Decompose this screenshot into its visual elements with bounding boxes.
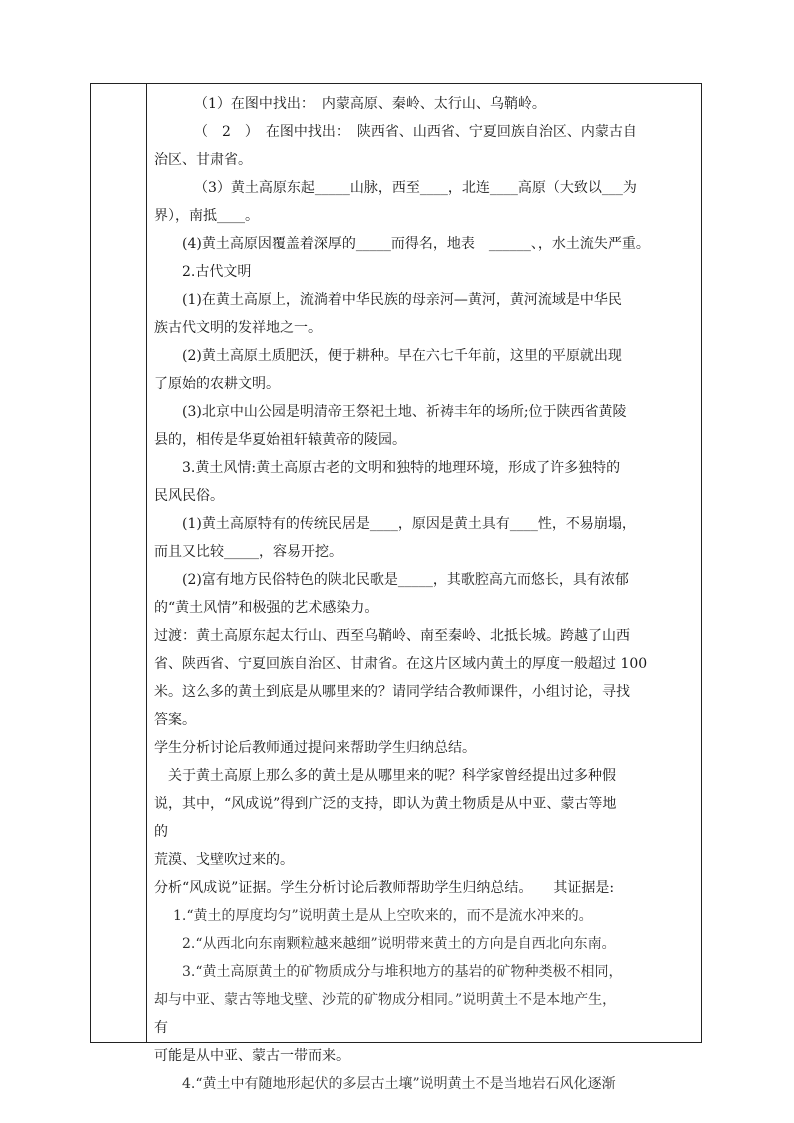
text-line: 关于黄土高原上那么多的黄土是从哪里来的呢？科学家曾经提出过多种假 [168,768,616,784]
text-line: 的 [154,824,168,840]
lesson-plan-table [90,83,702,1092]
text-line: （1）在图中找出： 内蒙高原、秦岭、太行山、乌鞘岭。 [194,96,546,112]
text-line: (2)富有地方民俗特色的陕北民歌是_____，其歌腔高亢而悠长，具有浓郁 [182,572,629,588]
text-line: (4)黄土高原因覆盖着深厚的_____而得名，地表 ______、，水土流失严重。 [182,236,650,252]
text-line: (1)在黄土高原上，流淌着中华民族的母亲河—黄河，黄河流域是中华民 [182,292,622,308]
text-line: (1)黄土高原特有的传统民居是____，原因是黄土具有____性，不易崩塌， [182,516,636,532]
text-line: 民风民俗。 [154,488,224,504]
text-line: 却与中亚、蒙古等地戈壁、沙荒的矿物成分相同。”说明黄土不是本地产生， [154,992,617,1008]
text-line: (3)北京中山公园是明清帝王祭祀土地、祈祷丰年的场所;位于陕西省黄陵 [182,404,627,420]
text-line: 2.“从西北向东南颗粒越来越细”说明带来黄土的方向是自西北向东南。 [182,936,616,952]
text-line: 1.“黄土的厚度均匀”说明黄土是从上空吹来的，而不是流水冲来的。 [173,908,593,924]
text-line: 答案。 [154,712,196,728]
text-line: 而且又比较_____，容易开挖。 [154,544,343,560]
text-line: 3.黄土风情:黄土高原古老的文明和独特的地理环境，形成了许多独特的 [182,460,621,476]
text-line: 3.“黄土高原黄土的矿物质成分与堆积地方的基岩的矿物种类极不相同， [182,964,623,980]
text-line: 荒漠、戈壁吹过来的。 [154,852,294,868]
text-line: 县的，相传是华夏始祖轩辕黄帝的陵园。 [154,432,406,448]
table-left-column [91,84,147,1042]
text-line: 说，其中，“风成说”得到广泛的支持，即认为黄土物质是从中亚、蒙古等地 [154,796,617,812]
text-line: 的“黄土风情”和极强的艺术感染力。 [154,600,379,616]
text-line: 省、陕西省、宁夏回族自治区、甘肃省。在这片区域内黄土的厚度一般超过 100 [154,656,648,672]
text-line: (2)黄土高原土质肥沃，便于耕种。早在六七千年前，这里的平原就出现 [182,348,622,364]
text-line: 米。这么多的黄土到底是从哪里来的？请同学结合教师课件，小组讨论，寻找 [154,684,630,700]
text-line: 4.“黄土中有随地形起伏的多层古土壤”说明黄土不是当地岩石风化逐渐 [182,1076,616,1092]
text-line: （3）黄土高原东起_____山脉，西至____，北连____高原（大致以___为 [194,180,637,196]
text-line: 分析“风成说”证据。学生分析讨论后教师帮助学生归纳总结。 其证据是: [154,880,615,896]
text-line: 治区、甘肃省。 [154,152,252,168]
text-line: 族古代文明的发祥地之一。 [154,320,322,336]
text-line: 了原始的农耕文明。 [154,376,280,392]
table-content-cell [148,84,701,1092]
text-line: 过渡：黄土高原东起太行山、西至乌鞘岭、南至秦岭、北抵长城。跨越了山西 [154,628,630,644]
text-line: 有 [154,1020,168,1036]
text-line: （ 2 ） 在图中找出： 陕西省、山西省、宁夏回族自治区、内蒙古自 [194,124,637,140]
text-line: 可能是从中亚、蒙古一带而来。 [154,1048,350,1064]
text-line: 2.古代文明 [182,264,252,280]
text-line: 学生分析讨论后教师通过提问来帮助学生归纳总结。 [154,740,476,756]
text-line: 界），南抵____。 [154,208,259,224]
